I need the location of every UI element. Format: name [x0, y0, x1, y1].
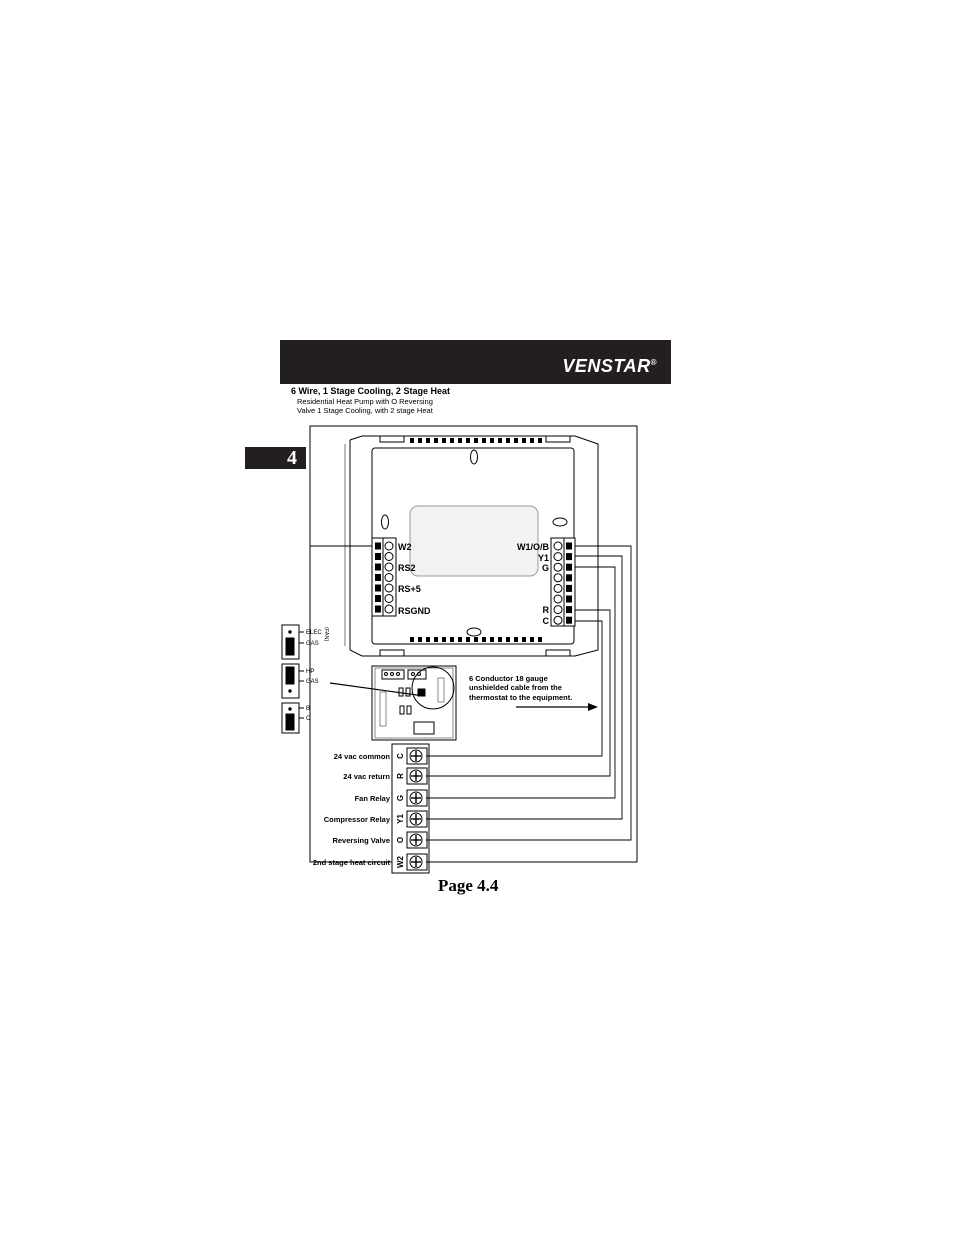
vent-slot: [458, 438, 462, 443]
terminal-screw: [375, 553, 381, 560]
vent-slot: [530, 438, 534, 443]
equipment-label-y1: Compressor Relay: [323, 815, 390, 824]
vent-slots-top: [410, 438, 542, 443]
vent-slot: [522, 637, 526, 642]
vent-slot: [442, 637, 446, 642]
terminal-screw: [375, 606, 381, 613]
jumper-fan-top: ELEC: [306, 630, 322, 636]
terminal-screw: [566, 543, 572, 550]
terminal-hole: [385, 542, 393, 550]
terminal-hole: [554, 542, 562, 550]
equipment-label-r: 24 vac return: [343, 772, 390, 781]
brand-logo: VENSTAR®: [562, 356, 657, 376]
equipment-code-o: O: [396, 836, 405, 844]
jumper-fan-note: (FAN): [323, 627, 329, 642]
equipment-code-r: R: [396, 773, 405, 779]
terminal-hole: [554, 563, 562, 571]
terminal-hole: [385, 584, 393, 592]
cable-arrow: [516, 703, 598, 711]
equipment-code-g: G: [396, 794, 405, 802]
jumper-fan: [282, 625, 304, 659]
jumper-bo: [282, 703, 304, 733]
left-terminal-strip: [372, 538, 396, 616]
vent-slot: [506, 438, 510, 443]
terminal-screw: [566, 617, 572, 624]
term-label-w1ob: W1/O/B: [516, 542, 549, 552]
jumper-bo-top: B: [306, 706, 311, 712]
vent-slots-bottom: [410, 637, 542, 642]
terminal-screw: [566, 574, 572, 581]
circuit-board: [372, 666, 456, 740]
cable-note-line-3: thermostat to the equipment.: [469, 693, 573, 702]
diagram-subtitle-line-2: Valve 1 Stage Cooling, with 2 stage Heat: [297, 406, 433, 415]
equipment-terminal-o: [332, 832, 427, 848]
equipment-code-c: C: [396, 753, 405, 759]
equipment-code-y1: Y1: [396, 814, 405, 824]
vent-slot: [410, 637, 414, 642]
vent-slot: [506, 637, 510, 642]
vent-slot: [530, 637, 534, 642]
terminal-screw: [375, 595, 381, 602]
cable-note-line-1: 6 Conductor 18 gauge: [469, 674, 548, 683]
terminal-screw: [566, 564, 572, 571]
vent-slot: [482, 637, 486, 642]
vent-slot: [418, 637, 422, 642]
terminal-screw: [375, 564, 381, 571]
term-label-w2: W2: [398, 542, 412, 552]
jumper-hp-bottom: GAS: [306, 679, 319, 685]
vent-slot: [450, 637, 454, 642]
terminal-screw: [566, 596, 572, 603]
jumper-hp-top: HP: [306, 669, 315, 675]
equipment-terminal-w2: [313, 854, 427, 870]
page-number: Page 4.4: [438, 876, 499, 895]
diagram-title: 6 Wire, 1 Stage Cooling, 2 Stage Heat: [291, 386, 450, 396]
terminal-hole: [385, 605, 393, 613]
terminal-screw: [566, 585, 572, 592]
term-label-rs5: RS+5: [398, 584, 421, 594]
vent-slot: [434, 438, 438, 443]
diagram-subtitle-line-1: Residential Heat Pump with O Reversing: [297, 397, 433, 406]
equipment-label-g: Fan Relay: [354, 794, 390, 803]
vent-slot: [514, 637, 518, 642]
vent-slot: [522, 438, 526, 443]
terminal-hole: [554, 595, 562, 603]
cable-note-line-2: unshielded cable from the: [469, 683, 562, 692]
right-terminal-strip: [551, 538, 575, 626]
vent-slot: [490, 438, 494, 443]
terminal-hole: [385, 563, 393, 571]
equipment-terminal-y1: [324, 811, 427, 827]
terminal-hole: [385, 553, 393, 561]
terminal-screw: [375, 574, 381, 581]
vent-slot: [426, 637, 430, 642]
vent-slot: [458, 637, 462, 642]
vent-slot: [490, 637, 494, 642]
term-label-r: R: [542, 605, 549, 615]
terminal-screw: [375, 585, 381, 592]
terminal-screw: [566, 606, 572, 613]
terminal-hole: [554, 584, 562, 592]
equipment-code-w2: W2: [396, 856, 405, 868]
terminal-hole: [385, 595, 393, 603]
equipment-label-c: 24 vac common: [333, 752, 390, 761]
vent-slot: [514, 438, 518, 443]
vent-slot: [426, 438, 430, 443]
vent-slot: [538, 438, 542, 443]
term-label-rs2: RS2: [398, 563, 416, 573]
vent-slot: [466, 438, 470, 443]
equipment-terminal-c: [334, 748, 427, 764]
terminal-hole: [554, 606, 562, 614]
vent-slot: [418, 438, 422, 443]
term-label-y1: Y1: [537, 553, 549, 563]
terminal-hole: [554, 616, 562, 624]
vent-slot: [498, 438, 502, 443]
terminal-hole: [554, 574, 562, 582]
terminal-screw: [375, 543, 381, 550]
vent-slot: [482, 438, 486, 443]
term-label-c: C: [542, 616, 549, 626]
term-label-g: G: [541, 563, 549, 573]
vent-slot: [410, 438, 414, 443]
terminal-hole: [385, 574, 393, 582]
chapter-tab: 4: [245, 447, 306, 469]
equipment-terminal-r: [343, 768, 427, 784]
equipment-terminal-g: [355, 790, 427, 806]
vent-slot: [474, 438, 478, 443]
jumper-fan-bottom: GAS: [306, 641, 319, 647]
equipment-label-o: Reversing Valve: [332, 836, 390, 845]
vent-slot: [450, 438, 454, 443]
equipment-label-w2: 2nd stage heat circuit: [312, 858, 390, 867]
term-label-rsgnd: RSGND: [398, 606, 431, 616]
vent-slot: [434, 637, 438, 642]
terminal-screw: [566, 553, 572, 560]
terminal-hole: [554, 553, 562, 561]
jumper-hp: [282, 664, 304, 698]
vent-slot: [498, 637, 502, 642]
vent-slot: [442, 438, 446, 443]
vent-slot: [474, 637, 478, 642]
jumper-bo-bottom: O: [306, 716, 311, 722]
vent-slot: [538, 637, 542, 642]
vent-slot: [466, 637, 470, 642]
